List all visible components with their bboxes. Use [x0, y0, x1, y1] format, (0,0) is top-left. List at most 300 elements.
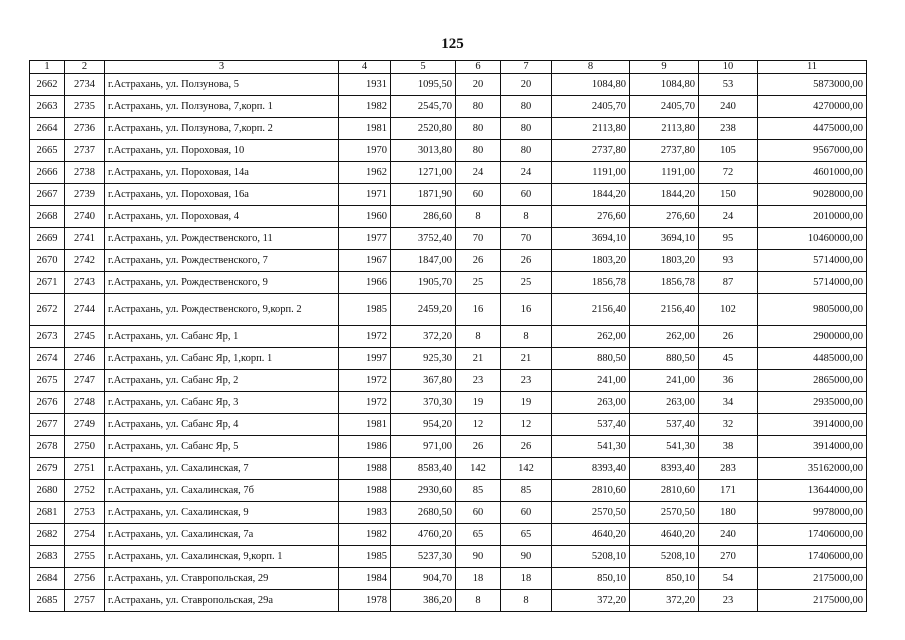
total-area-cell: 286,60: [391, 206, 456, 228]
col9-cell: 1084,80: [630, 74, 699, 96]
table-row: [30, 480, 867, 502]
col9-cell: 8393,40: [630, 458, 699, 480]
address-cell: г.Астрахань, ул. Рождественского, 9: [105, 272, 339, 294]
col7-cell: 80: [501, 140, 552, 162]
table-body: [30, 74, 867, 612]
table-header-row: [30, 61, 867, 74]
col7-cell: 24: [501, 162, 552, 184]
record-number-cell: 2669: [30, 228, 65, 250]
col7-cell: 60: [501, 184, 552, 206]
col8-cell: 880,50: [552, 348, 630, 370]
col8-cell: 4640,20: [552, 524, 630, 546]
col9-cell: 541,30: [630, 436, 699, 458]
column-header: 8: [552, 61, 630, 74]
total-area-cell: 971,00: [391, 436, 456, 458]
address-cell: г.Астрахань, ул. Сабанс Яр, 1: [105, 326, 339, 348]
col8-cell: 1856,78: [552, 272, 630, 294]
year-cell: 1982: [339, 96, 391, 118]
col7-cell: 16: [501, 294, 552, 326]
record-number-cell: 2682: [30, 524, 65, 546]
address-cell: г.Астрахань, ул. Ползунова, 7,корп. 1: [105, 96, 339, 118]
record-number-cell: 2671: [30, 272, 65, 294]
col7-cell: 8: [501, 590, 552, 612]
col6-cell: 25: [456, 272, 501, 294]
amount-cell: 35162000,00: [758, 458, 867, 480]
amount-cell: 4601000,00: [758, 162, 867, 184]
record-number-cell: 2676: [30, 392, 65, 414]
year-cell: 1970: [339, 140, 391, 162]
col8-cell: 2113,80: [552, 118, 630, 140]
amount-cell: 2175000,00: [758, 590, 867, 612]
table-row: [30, 502, 867, 524]
col9-cell: 241,00: [630, 370, 699, 392]
record-number-cell: 2670: [30, 250, 65, 272]
column-header: 6: [456, 61, 501, 74]
col9-cell: 537,40: [630, 414, 699, 436]
col9-cell: 3694,10: [630, 228, 699, 250]
table-row: [30, 74, 867, 96]
amount-cell: 9978000,00: [758, 502, 867, 524]
col8-cell: 2156,40: [552, 294, 630, 326]
address-cell: г.Астрахань, ул. Сахалинская, 7а: [105, 524, 339, 546]
record-number-cell: 2681: [30, 502, 65, 524]
amount-cell: 5873000,00: [758, 74, 867, 96]
col6-cell: 21: [456, 348, 501, 370]
page-number: 125: [441, 36, 464, 52]
column-header: 9: [630, 61, 699, 74]
address-cell: г.Астрахань, ул. Рождественского, 11: [105, 228, 339, 250]
col6-cell: 80: [456, 140, 501, 162]
address-cell: г.Астрахань, ул. Пороховая, 4: [105, 206, 339, 228]
col7-cell: 90: [501, 546, 552, 568]
total-area-cell: 1271,00: [391, 162, 456, 184]
year-cell: 1966: [339, 272, 391, 294]
col9-cell: 262,00: [630, 326, 699, 348]
address-cell: г.Астрахань, ул. Рождественского, 7: [105, 250, 339, 272]
total-area-cell: 2930,60: [391, 480, 456, 502]
col6-cell: 70: [456, 228, 501, 250]
col6-cell: 24: [456, 162, 501, 184]
address-cell: г.Астрахань, ул. Рождественского, 9,корп. 2: [105, 294, 339, 326]
record-number-cell: 2662: [30, 74, 65, 96]
year-cell: 1988: [339, 458, 391, 480]
address-cell: г.Астрахань, ул. Сабанс Яр, 2: [105, 370, 339, 392]
column-header: 2: [65, 61, 105, 74]
table-row: [30, 184, 867, 206]
object-number-cell: 2752: [65, 480, 105, 502]
object-number-cell: 2751: [65, 458, 105, 480]
table-row: [30, 546, 867, 568]
year-cell: 1985: [339, 294, 391, 326]
col6-cell: 16: [456, 294, 501, 326]
record-number-cell: 2663: [30, 96, 65, 118]
col8-cell: 5208,10: [552, 546, 630, 568]
total-area-cell: 2459,20: [391, 294, 456, 326]
year-cell: 1984: [339, 568, 391, 590]
total-area-cell: 2520,80: [391, 118, 456, 140]
col6-cell: 90: [456, 546, 501, 568]
record-number-cell: 2675: [30, 370, 65, 392]
amount-cell: 4270000,00: [758, 96, 867, 118]
table-row: [30, 294, 867, 326]
col6-cell: 8: [456, 590, 501, 612]
col8-cell: 372,20: [552, 590, 630, 612]
col10-cell: 53: [699, 74, 758, 96]
col9-cell: 4640,20: [630, 524, 699, 546]
col6-cell: 26: [456, 250, 501, 272]
total-area-cell: 370,30: [391, 392, 456, 414]
table-row: [30, 326, 867, 348]
object-number-cell: 2755: [65, 546, 105, 568]
amount-cell: 2010000,00: [758, 206, 867, 228]
amount-cell: 3914000,00: [758, 414, 867, 436]
object-number-cell: 2739: [65, 184, 105, 206]
col7-cell: 80: [501, 96, 552, 118]
amount-cell: 17406000,00: [758, 546, 867, 568]
record-number-cell: 2680: [30, 480, 65, 502]
object-number-cell: 2740: [65, 206, 105, 228]
col10-cell: 180: [699, 502, 758, 524]
col10-cell: 34: [699, 392, 758, 414]
col7-cell: 65: [501, 524, 552, 546]
year-cell: 1972: [339, 370, 391, 392]
table-row: [30, 436, 867, 458]
col6-cell: 8: [456, 206, 501, 228]
total-area-cell: 2680,50: [391, 502, 456, 524]
col7-cell: 70: [501, 228, 552, 250]
col10-cell: 23: [699, 590, 758, 612]
table-row: [30, 272, 867, 294]
col10-cell: 26: [699, 326, 758, 348]
record-number-cell: 2685: [30, 590, 65, 612]
object-number-cell: 2741: [65, 228, 105, 250]
amount-cell: 5714000,00: [758, 272, 867, 294]
total-area-cell: 8583,40: [391, 458, 456, 480]
col6-cell: 65: [456, 524, 501, 546]
col10-cell: 54: [699, 568, 758, 590]
total-area-cell: 1905,70: [391, 272, 456, 294]
amount-cell: 4485000,00: [758, 348, 867, 370]
col10-cell: 93: [699, 250, 758, 272]
amount-cell: 2935000,00: [758, 392, 867, 414]
address-cell: г.Астрахань, ул. Сабанс Яр, 1,корп. 1: [105, 348, 339, 370]
col8-cell: 276,60: [552, 206, 630, 228]
record-number-cell: 2674: [30, 348, 65, 370]
year-cell: 1988: [339, 480, 391, 502]
col6-cell: 12: [456, 414, 501, 436]
object-number-cell: 2756: [65, 568, 105, 590]
amount-cell: 3914000,00: [758, 436, 867, 458]
column-header: 10: [699, 61, 758, 74]
col6-cell: 8: [456, 326, 501, 348]
col10-cell: 102: [699, 294, 758, 326]
col9-cell: 276,60: [630, 206, 699, 228]
col9-cell: 263,00: [630, 392, 699, 414]
col10-cell: 87: [699, 272, 758, 294]
col8-cell: 8393,40: [552, 458, 630, 480]
col8-cell: 262,00: [552, 326, 630, 348]
year-cell: 1981: [339, 414, 391, 436]
col7-cell: 8: [501, 206, 552, 228]
address-cell: г.Астрахань, ул. Сабанс Яр, 5: [105, 436, 339, 458]
amount-cell: 2900000,00: [758, 326, 867, 348]
table-row: [30, 414, 867, 436]
address-cell: г.Астрахань, ул. Ползунова, 5: [105, 74, 339, 96]
total-area-cell: 3752,40: [391, 228, 456, 250]
total-area-cell: 2545,70: [391, 96, 456, 118]
col7-cell: 20: [501, 74, 552, 96]
amount-cell: 17406000,00: [758, 524, 867, 546]
total-area-cell: 5237,30: [391, 546, 456, 568]
col8-cell: 1084,80: [552, 74, 630, 96]
column-header: 5: [391, 61, 456, 74]
col6-cell: 85: [456, 480, 501, 502]
total-area-cell: 904,70: [391, 568, 456, 590]
col8-cell: 2810,60: [552, 480, 630, 502]
total-area-cell: 1095,50: [391, 74, 456, 96]
column-header: 1: [30, 61, 65, 74]
amount-cell: 9028000,00: [758, 184, 867, 206]
table-row: [30, 228, 867, 250]
total-area-cell: 386,20: [391, 590, 456, 612]
total-area-cell: 4760,20: [391, 524, 456, 546]
table-row: [30, 162, 867, 184]
col10-cell: 36: [699, 370, 758, 392]
address-cell: г.Астрахань, ул. Сахалинская, 9,корп. 1: [105, 546, 339, 568]
address-cell: г.Астрахань, ул. Пороховая, 14а: [105, 162, 339, 184]
object-number-cell: 2737: [65, 140, 105, 162]
col7-cell: 18: [501, 568, 552, 590]
col6-cell: 80: [456, 118, 501, 140]
col10-cell: 24: [699, 206, 758, 228]
col8-cell: 1803,20: [552, 250, 630, 272]
record-number-cell: 2664: [30, 118, 65, 140]
year-cell: 1972: [339, 392, 391, 414]
object-number-cell: 2746: [65, 348, 105, 370]
object-number-cell: 2747: [65, 370, 105, 392]
col9-cell: 880,50: [630, 348, 699, 370]
address-cell: г.Астрахань, ул. Сахалинская, 7: [105, 458, 339, 480]
col10-cell: 105: [699, 140, 758, 162]
year-cell: 1962: [339, 162, 391, 184]
col7-cell: 23: [501, 370, 552, 392]
col9-cell: 2113,80: [630, 118, 699, 140]
amount-cell: 9805000,00: [758, 294, 867, 326]
total-area-cell: 925,30: [391, 348, 456, 370]
table-row: [30, 392, 867, 414]
column-header: 4: [339, 61, 391, 74]
year-cell: 1983: [339, 502, 391, 524]
record-number-cell: 2666: [30, 162, 65, 184]
col8-cell: 1844,20: [552, 184, 630, 206]
total-area-cell: 1847,00: [391, 250, 456, 272]
object-number-cell: 2743: [65, 272, 105, 294]
amount-cell: 2865000,00: [758, 370, 867, 392]
amount-cell: 2175000,00: [758, 568, 867, 590]
amount-cell: 4475000,00: [758, 118, 867, 140]
col10-cell: 45: [699, 348, 758, 370]
record-number-cell: 2683: [30, 546, 65, 568]
col6-cell: 20: [456, 74, 501, 96]
col7-cell: 12: [501, 414, 552, 436]
col8-cell: 541,30: [552, 436, 630, 458]
year-cell: 1977: [339, 228, 391, 250]
col9-cell: 5208,10: [630, 546, 699, 568]
col9-cell: 1191,00: [630, 162, 699, 184]
col7-cell: 21: [501, 348, 552, 370]
record-number-cell: 2684: [30, 568, 65, 590]
year-cell: 1981: [339, 118, 391, 140]
col9-cell: 1803,20: [630, 250, 699, 272]
record-number-cell: 2677: [30, 414, 65, 436]
table-row: [30, 118, 867, 140]
table-row: [30, 96, 867, 118]
col10-cell: 72: [699, 162, 758, 184]
year-cell: 1972: [339, 326, 391, 348]
year-cell: 1960: [339, 206, 391, 228]
year-cell: 1985: [339, 546, 391, 568]
record-number-cell: 2668: [30, 206, 65, 228]
year-cell: 1986: [339, 436, 391, 458]
col9-cell: 2810,60: [630, 480, 699, 502]
col10-cell: 150: [699, 184, 758, 206]
housing-registry-table: [29, 60, 867, 612]
col7-cell: 80: [501, 118, 552, 140]
object-number-cell: 2742: [65, 250, 105, 272]
total-area-cell: 367,80: [391, 370, 456, 392]
col7-cell: 8: [501, 326, 552, 348]
table-row: [30, 370, 867, 392]
col9-cell: 1856,78: [630, 272, 699, 294]
address-cell: г.Астрахань, ул. Ползунова, 7,корп. 2: [105, 118, 339, 140]
total-area-cell: 954,20: [391, 414, 456, 436]
total-area-cell: 3013,80: [391, 140, 456, 162]
object-number-cell: 2735: [65, 96, 105, 118]
amount-cell: 10460000,00: [758, 228, 867, 250]
address-cell: г.Астрахань, ул. Ставропольская, 29: [105, 568, 339, 590]
col8-cell: 1191,00: [552, 162, 630, 184]
object-number-cell: 2736: [65, 118, 105, 140]
year-cell: 1978: [339, 590, 391, 612]
amount-cell: 13644000,00: [758, 480, 867, 502]
col8-cell: 850,10: [552, 568, 630, 590]
col6-cell: 18: [456, 568, 501, 590]
col8-cell: 2405,70: [552, 96, 630, 118]
year-cell: 1967: [339, 250, 391, 272]
col9-cell: 1844,20: [630, 184, 699, 206]
col8-cell: 3694,10: [552, 228, 630, 250]
record-number-cell: 2672: [30, 294, 65, 326]
col6-cell: 80: [456, 96, 501, 118]
col8-cell: 241,00: [552, 370, 630, 392]
table-row: [30, 568, 867, 590]
address-cell: г.Астрахань, ул. Сабанс Яр, 4: [105, 414, 339, 436]
year-cell: 1997: [339, 348, 391, 370]
total-area-cell: 1871,90: [391, 184, 456, 206]
table-row: [30, 140, 867, 162]
col10-cell: 240: [699, 96, 758, 118]
object-number-cell: 2750: [65, 436, 105, 458]
col10-cell: 240: [699, 524, 758, 546]
col7-cell: 60: [501, 502, 552, 524]
col6-cell: 142: [456, 458, 501, 480]
column-header: 7: [501, 61, 552, 74]
col10-cell: 95: [699, 228, 758, 250]
col9-cell: 2405,70: [630, 96, 699, 118]
col7-cell: 26: [501, 250, 552, 272]
col6-cell: 19: [456, 392, 501, 414]
col10-cell: 270: [699, 546, 758, 568]
total-area-cell: 372,20: [391, 326, 456, 348]
col7-cell: 19: [501, 392, 552, 414]
object-number-cell: 2744: [65, 294, 105, 326]
col10-cell: 38: [699, 436, 758, 458]
col9-cell: 2737,80: [630, 140, 699, 162]
col8-cell: 263,00: [552, 392, 630, 414]
record-number-cell: 2665: [30, 140, 65, 162]
col6-cell: 60: [456, 184, 501, 206]
record-number-cell: 2679: [30, 458, 65, 480]
col7-cell: 26: [501, 436, 552, 458]
address-cell: г.Астрахань, ул. Ставропольская, 29а: [105, 590, 339, 612]
col6-cell: 60: [456, 502, 501, 524]
col7-cell: 25: [501, 272, 552, 294]
col10-cell: 283: [699, 458, 758, 480]
year-cell: 1971: [339, 184, 391, 206]
table-row: [30, 458, 867, 480]
record-number-cell: 2678: [30, 436, 65, 458]
col10-cell: 32: [699, 414, 758, 436]
table-row: [30, 590, 867, 612]
col9-cell: 850,10: [630, 568, 699, 590]
col9-cell: 2570,50: [630, 502, 699, 524]
col9-cell: 372,20: [630, 590, 699, 612]
object-number-cell: 2748: [65, 392, 105, 414]
table-row: [30, 524, 867, 546]
amount-cell: 9567000,00: [758, 140, 867, 162]
table-row: [30, 348, 867, 370]
object-number-cell: 2734: [65, 74, 105, 96]
col7-cell: 85: [501, 480, 552, 502]
object-number-cell: 2757: [65, 590, 105, 612]
col7-cell: 142: [501, 458, 552, 480]
table-row: [30, 250, 867, 272]
table-row: [30, 206, 867, 228]
col6-cell: 23: [456, 370, 501, 392]
record-number-cell: 2673: [30, 326, 65, 348]
address-cell: г.Астрахань, ул. Сабанс Яр, 3: [105, 392, 339, 414]
col10-cell: 238: [699, 118, 758, 140]
address-cell: г.Астрахань, ул. Пороховая, 10: [105, 140, 339, 162]
address-cell: г.Астрахань, ул. Сахалинская, 9: [105, 502, 339, 524]
col6-cell: 26: [456, 436, 501, 458]
record-number-cell: 2667: [30, 184, 65, 206]
col8-cell: 2737,80: [552, 140, 630, 162]
year-cell: 1982: [339, 524, 391, 546]
object-number-cell: 2753: [65, 502, 105, 524]
year-cell: 1931: [339, 74, 391, 96]
col8-cell: 2570,50: [552, 502, 630, 524]
object-number-cell: 2749: [65, 414, 105, 436]
col8-cell: 537,40: [552, 414, 630, 436]
object-number-cell: 2754: [65, 524, 105, 546]
col9-cell: 2156,40: [630, 294, 699, 326]
object-number-cell: 2745: [65, 326, 105, 348]
address-cell: г.Астрахань, ул. Сахалинская, 7б: [105, 480, 339, 502]
object-number-cell: 2738: [65, 162, 105, 184]
address-cell: г.Астрахань, ул. Пороховая, 16а: [105, 184, 339, 206]
column-header: 3: [105, 61, 339, 74]
